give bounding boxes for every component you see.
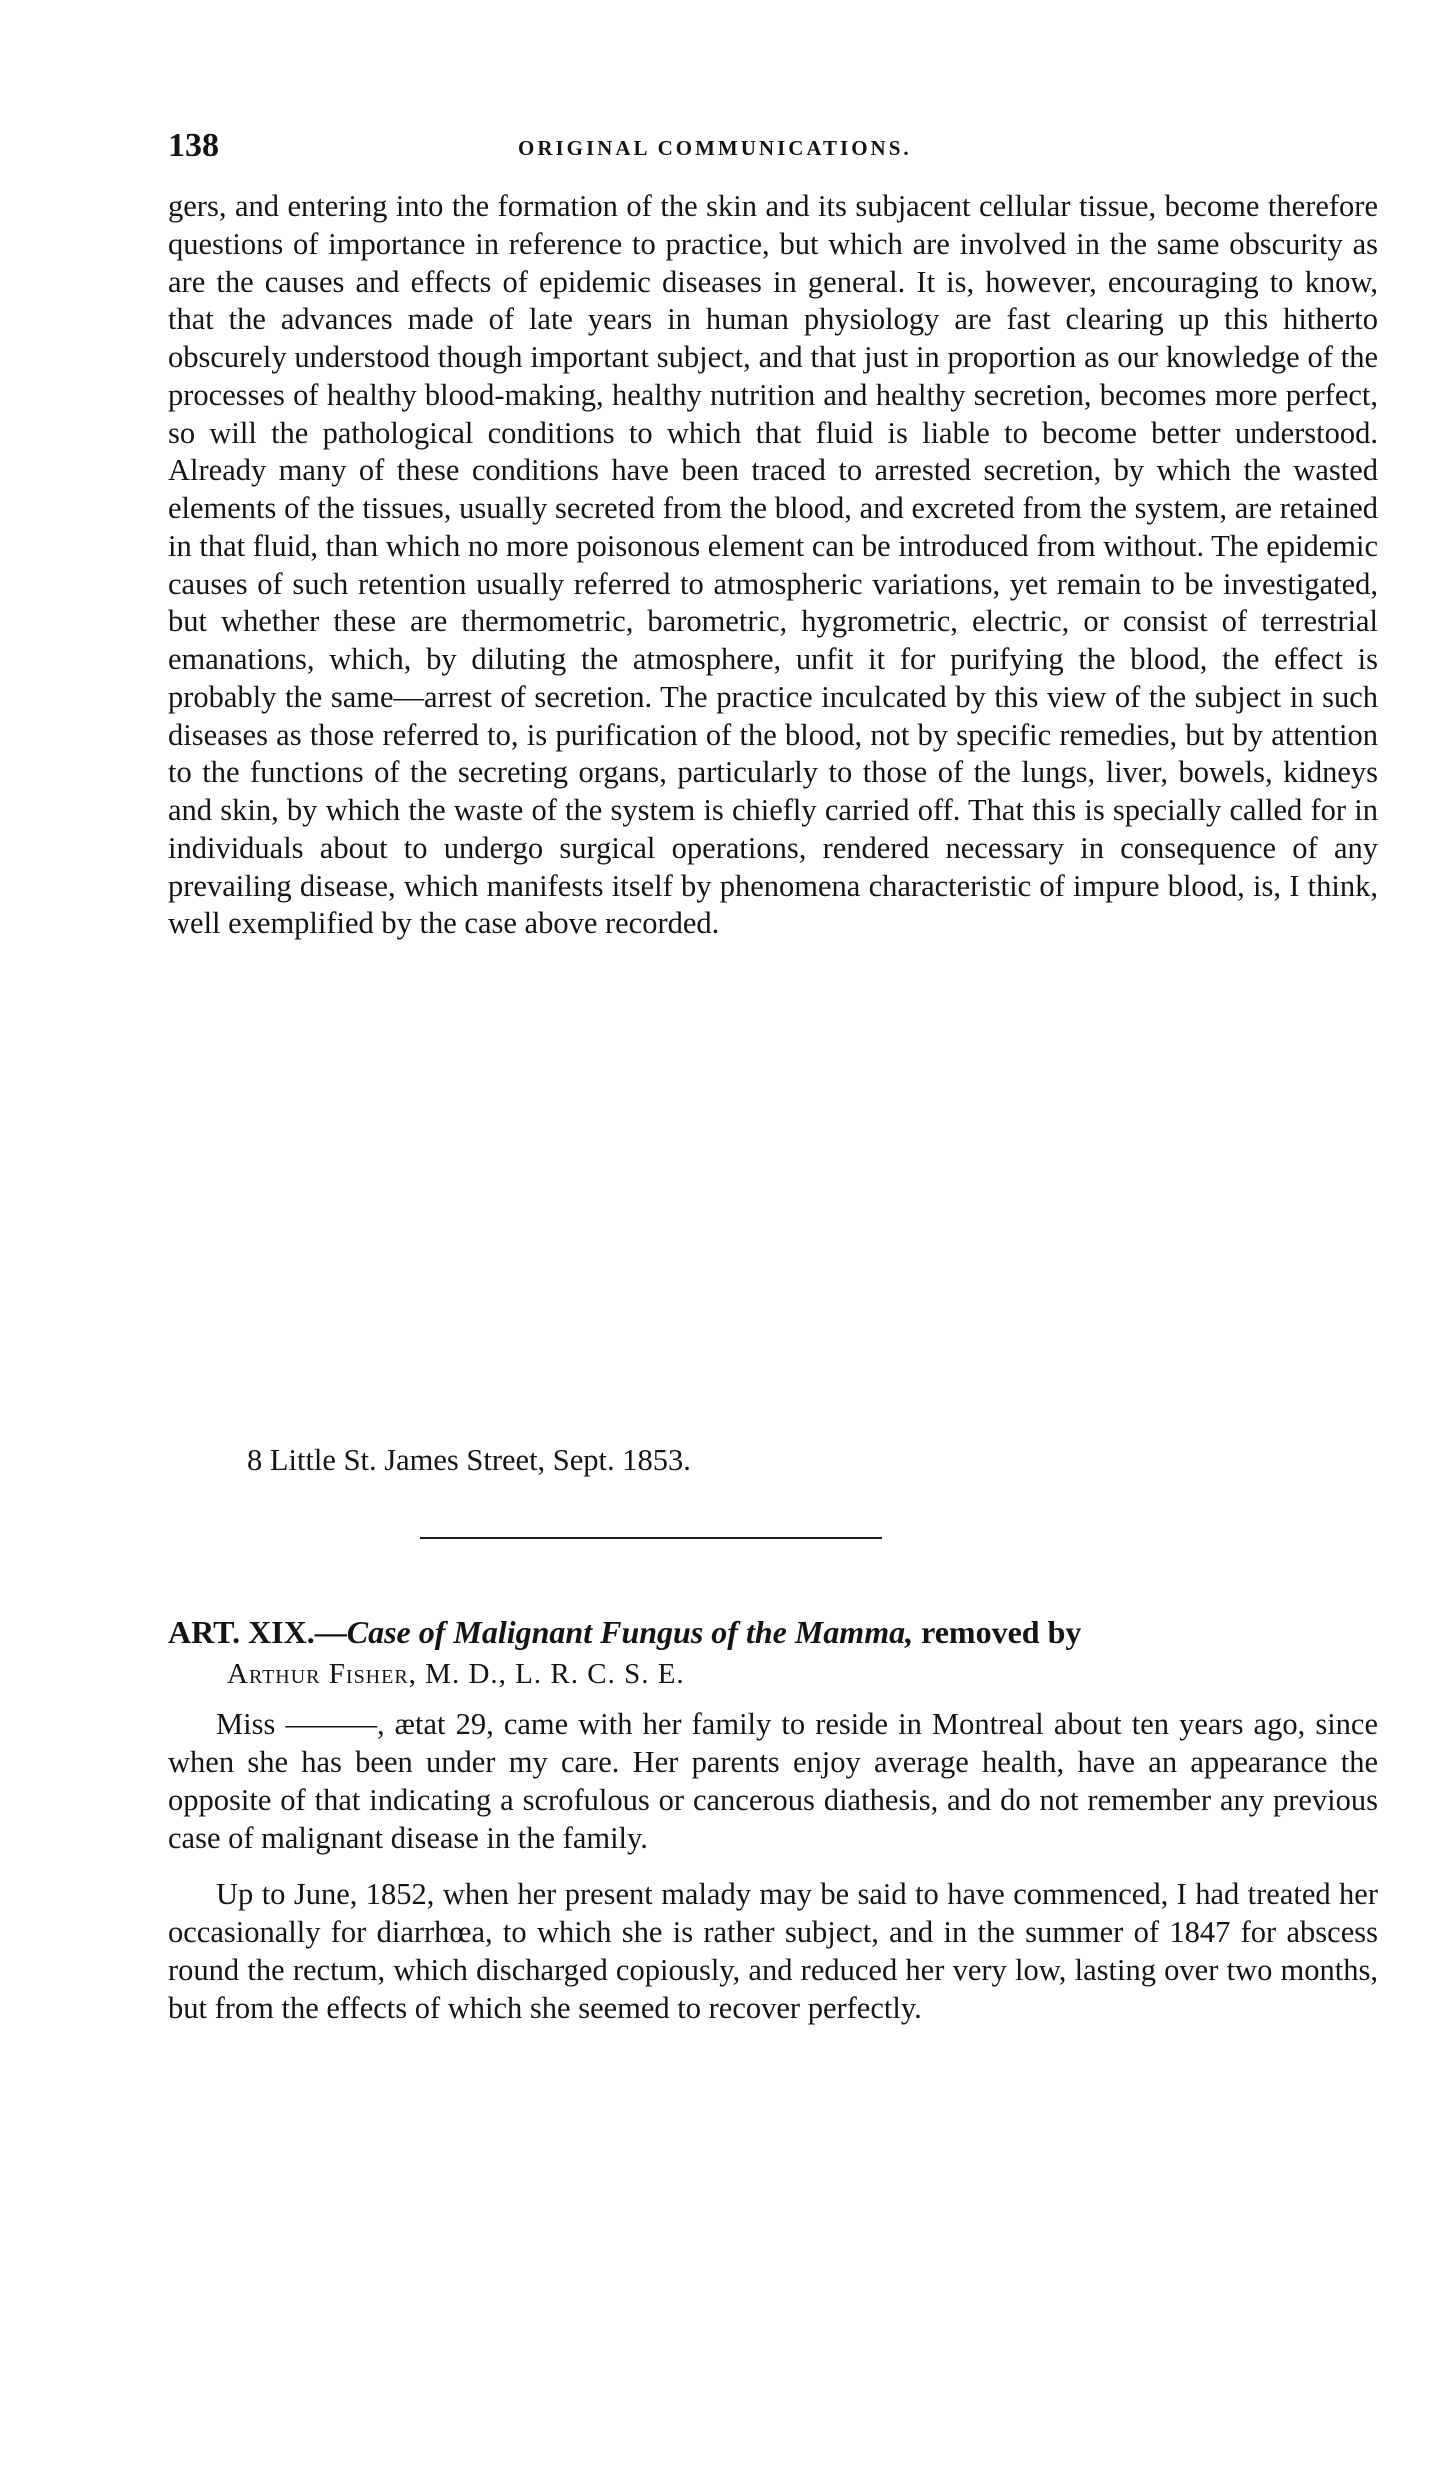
continued-text: gers, and entering into the formation of the skin and its subjacent cellular tissue, become therefore questions of importance in reference to practice, but which are involved in the same obscurity as are the causes and effects of epidemic diseases in general. It is, however, encouraging to know, that the advances made of late years in human physiology are fast clearing up this hitherto obscurely understood though important subject, and that just in proportion as our knowledge of the processes of healthy blood-making, healthy nutrition and healthy secretion, becomes more perfect, so will the pathological conditions to which that fluid is liable to become better understood. Already many of these conditions have been traced to arrested secretion, by which the wasted elements of the tissues, usually secreted from the blood, and excreted from the system, are retained in that fluid, than which no more poisonous element can be introduced from without. The epidemic causes of such retention usually referred to atmospheric variations, yet remain to be investigated, but whether these are thermometric, barometric, hygrometric, electric, or consist of terrestrial emanations, which, by diluting the atmosphere, unfit it for purifying the blood, the effect is probably the same—arrest of secretion. The practice inculcated by this view of the subject in such diseases as those referred to, is purification of the blood, not by specific remedies, but by attention to the functions of the secreting organs, particularly to those of the lungs, liver, bowels, kidneys and skin, by which the waste of the system is chiefly carried off. That this is specially called for in individuals about to undergo surgical operations, rendered necessary in consequence of any prevailing disease, which manifests itself by phenomena characteristic of impure blood, is, I think, well exemplified by the case above recorded. xyxy=(168,189,1378,941)
paragraph: Up to June, 1852, when her present malady may be said to have commenced, I had treated her occasionally for diarrhœa, to which she is rather subject, and in the summer of 1847 for abscess round the rectum, which discharged copiously, and reduced her very low, lasting over two months, but from the effects of which she seemed to recover perfectly. xyxy=(168,1877,1378,2025)
article-title: Case of Malignant Fungus of the Mamma, xyxy=(346,1614,914,1650)
paragraph: Miss ———, ætat 29, came with her family to reside in Montreal about ten years ago, since when she has been under my care. Her parents enjoy average health, have an appearance the opposite of that indicating a scrofulous or cancerous diathesis, and do not remember any previous case of malignant disease in the family. xyxy=(168,1707,1378,1855)
article-heading xyxy=(168,1612,1378,1652)
running-head: ORIGINAL COMMUNICATIONS. xyxy=(518,136,912,160)
section-divider xyxy=(420,1537,882,1539)
article-label: ART. XIX.— xyxy=(168,1614,347,1650)
article-byline: removed by xyxy=(913,1614,1082,1650)
article-author: Arthur Fisher, M. D., L. R. C. S. E. xyxy=(227,1658,685,1690)
page-number: 138 xyxy=(168,127,219,164)
page-header xyxy=(168,126,1378,166)
address-date-signature: 8 Little St. James Street, Sept. 1853. xyxy=(247,1443,691,1477)
